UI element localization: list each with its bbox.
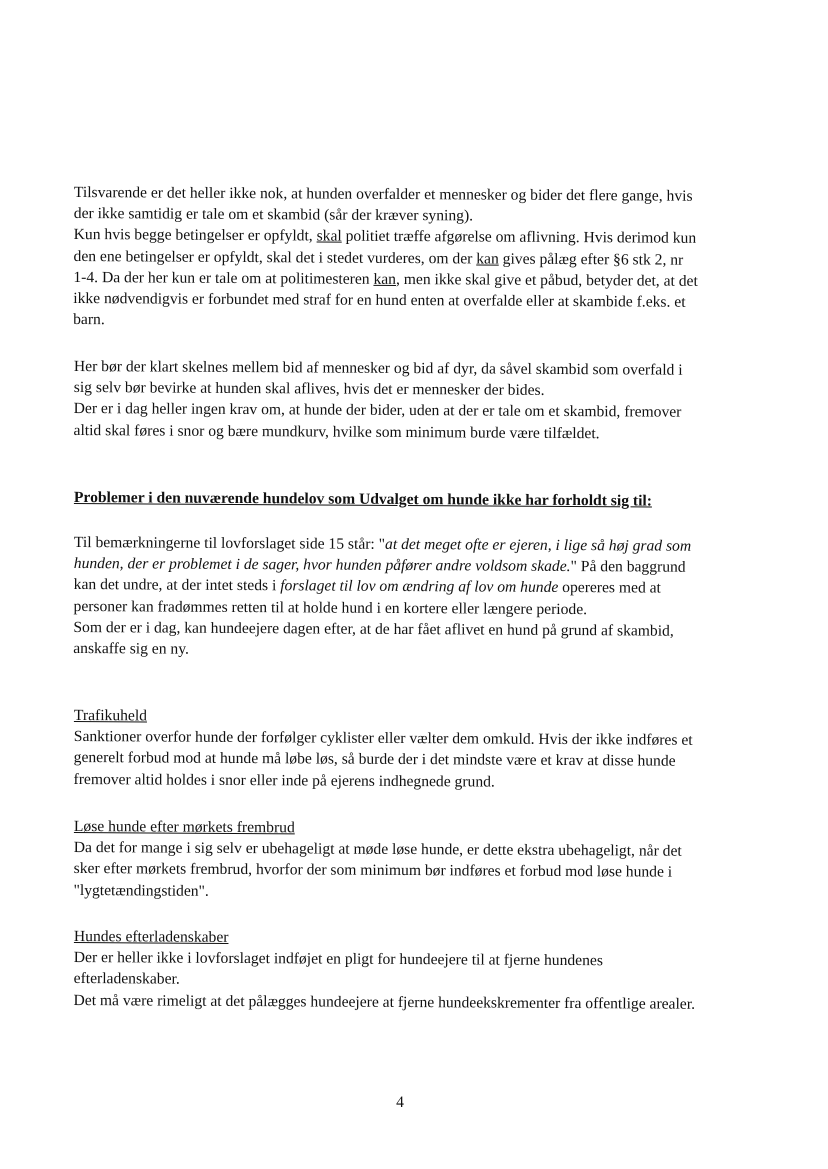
section-heading: Problemer i den nuværende hundelov som Udvalget om hunde ikke har forholdt sig til: (73, 488, 653, 510)
text-line: Da det for mange i sig selv er ubehageligt at møde løse hunde, er dette ekstra ubehageligt, når det (73, 839, 682, 860)
underlined-word-kan: kan (373, 270, 397, 288)
text-span: Til bemærkningerne til lovforslaget side 15 står: " (73, 533, 386, 553)
text-span: " På den baggrund (570, 558, 686, 576)
paragraph-distinguish-bites (73, 356, 744, 445)
text-line: generelt forbud mod at hunde må løbe løs, så burde der i det mindste være et krav at disse hunde (73, 749, 676, 771)
underlined-word-skal: skal (316, 227, 342, 246)
text-line: Sanktioner overfor hunde der forfølger cyklister eller vælter dem omkuld. Hvis der ikke indføres et (73, 728, 693, 749)
text-line: ikke nødvendigvis er forbundet med straf for en hund enten at overfalde eller at skambide f.eks. et (73, 290, 686, 311)
text-line: der ikke samtidig er tale om et skambid (sår der kræver syning). (73, 205, 474, 225)
section-dog-waste (73, 926, 744, 1015)
quote-italic: at det meget ofte er ejeren, i lige så høj grad som (385, 535, 692, 555)
text-line: Tilsvarende er det heller ikke nok, at hunden overfalder et mennesker og bider det flere gange, hvis (73, 183, 693, 205)
text-span: politiet træffe afgørelse om aflivning. Hvis derimod kun (341, 228, 697, 248)
text-span: gives pålæg efter §6 stk 2, nr (498, 250, 684, 269)
text-span: Kun hvis begge betingelser er opfyldt, (73, 226, 317, 245)
page-number: 4 (396, 1094, 404, 1111)
text-line: anskaffe sig en ny. (73, 640, 189, 658)
text-span: , men ikke skal give et påbud, betyder det, at det (395, 270, 698, 290)
subheading-dog-waste: Hundes efterladenskaber (73, 927, 229, 946)
bill-title-italic: forslaget til lov om ændring af lov om hunde (280, 577, 559, 597)
paragraph-remarks (73, 532, 744, 663)
text-line: efterladenskaber. (73, 970, 180, 989)
section-loose-dogs-dark (73, 816, 744, 905)
subheading-loose-dogs: Løse hunde efter mørkets frembrud (73, 817, 295, 837)
text-line: Det må være rimeligt at det pålægges hundeejere at fjerne hundeekskrementer fra offentlige arealer. (73, 991, 696, 1013)
text-line: altid skal føres i snor og bære mundkurv, hvilke som minimum burde være tilfældet. (73, 421, 600, 442)
paragraph-bite-conditions (73, 182, 744, 335)
text-span: den ene betingelser er opfyldt, skal det i stedet vurderes, om der (73, 247, 477, 268)
quote-italic: hunden, der er problemet i de sager, hvor hunden påfører andre voldsom skade. (73, 555, 571, 576)
text-line: barn. (73, 311, 105, 329)
text-line: Der er i dag heller ingen krav om, at hunde der bider, uden at der er tale om et skambid, fremover (73, 400, 682, 422)
underlined-word-kan: kan (476, 250, 499, 268)
text-line: "lygtetændingstiden". (73, 881, 209, 900)
text-line: fremover altid holdes i snor eller inde på ejerens indhegnede grund. (73, 770, 495, 791)
text-line: personer kan fradømmes retten til at holde hund i en kortere eller længere periode. (73, 597, 588, 618)
text-span: opereres med at (558, 579, 661, 597)
text-line: sker efter mørkets frembrud, hvorfor der som minimum bør indføres et forbud mod løse hunde i (73, 860, 673, 882)
text-line: sig selv bør bevirke at hunden skal aflives, hvis det er mennesker der bides. (73, 379, 545, 400)
section-traffic (73, 705, 744, 794)
text-span: 1-4. Da der her kun er tale om at politimesteren (73, 268, 374, 288)
text-line: Der er heller ikke i lovforslaget indføjet en pligt for hundeejere til at fjerne hundenes (73, 949, 603, 970)
subheading-traffic: Trafikuheld (73, 706, 148, 725)
text-line: Her bør der klart skelnes mellem bid af mennesker og bid af dyr, da såvel skambid som overfald i (73, 357, 683, 379)
text-line: Som der er i dag, kan hundeejere dagen efter, at de har fået aflivet en hund på grund af skambid, (73, 618, 674, 640)
section-heading-container (74, 487, 744, 512)
text-span: kan det undre, at der intet steds i (73, 576, 281, 595)
